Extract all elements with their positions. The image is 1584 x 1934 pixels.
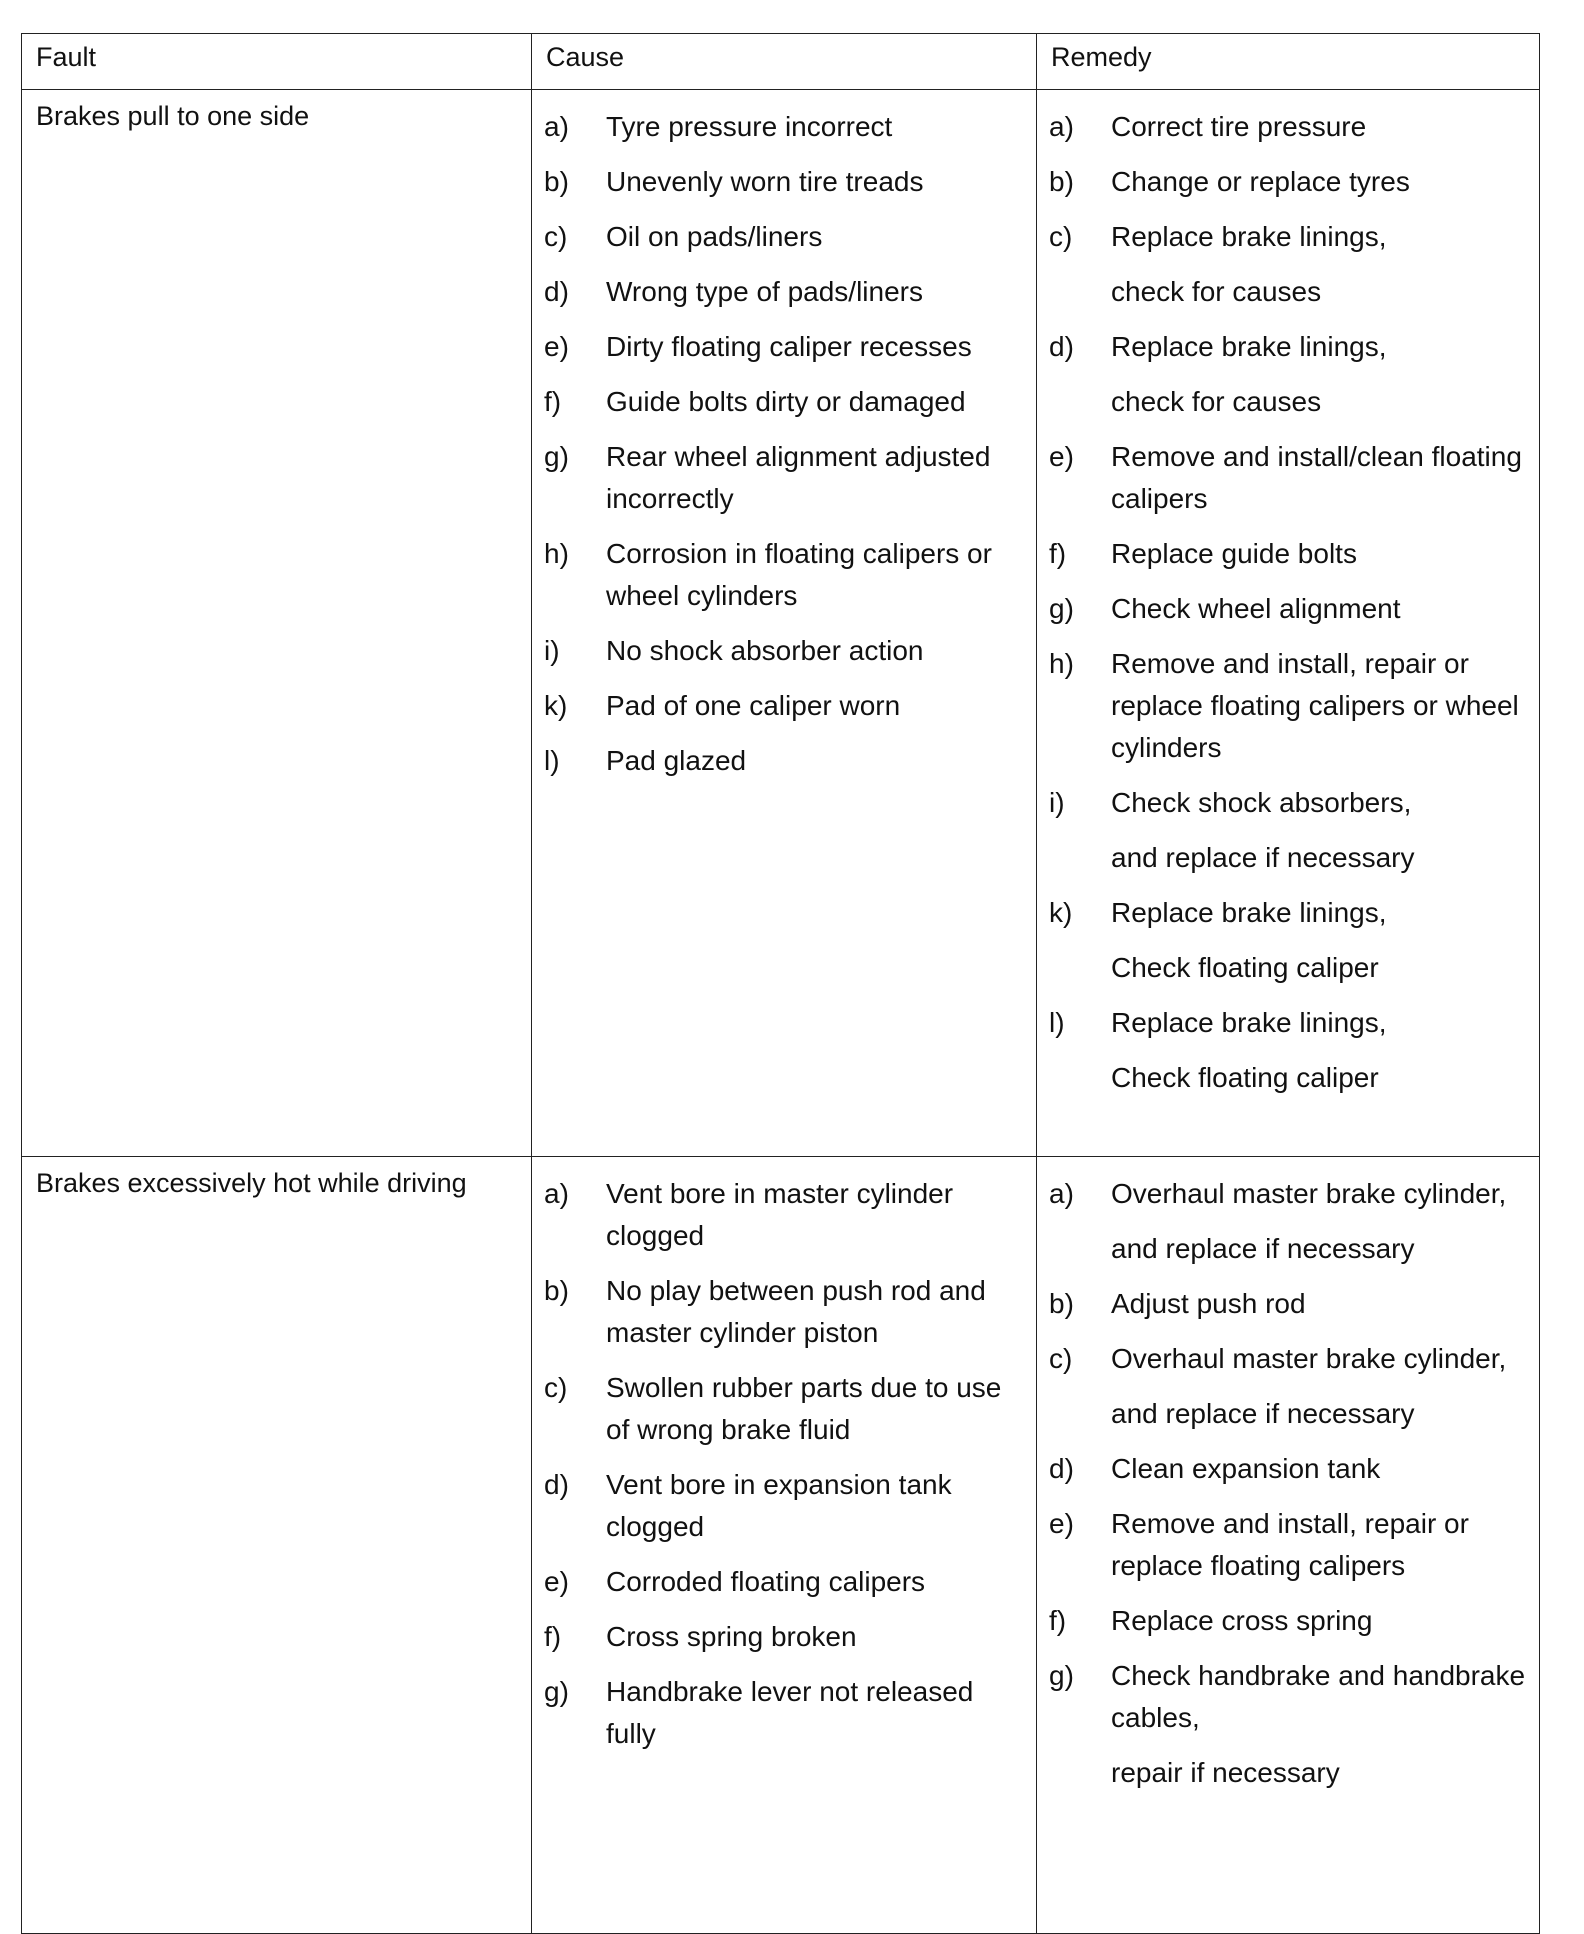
list-item xyxy=(1049,1600,1529,1642)
item-text xyxy=(1111,588,1529,630)
item-marker: f) xyxy=(544,386,562,417)
item-line: Unevenly worn tire treads xyxy=(606,166,924,197)
list-item xyxy=(1049,1002,1529,1099)
table-row xyxy=(22,90,1540,1157)
item-line: Dirty floating caliper recesses xyxy=(606,331,972,362)
item-text xyxy=(606,326,1026,368)
item-text xyxy=(606,533,1026,617)
item-text xyxy=(1111,1448,1529,1490)
cause-cell xyxy=(532,90,1037,1157)
troubleshooting-sheet xyxy=(21,33,1539,1934)
item-text xyxy=(1111,1283,1529,1325)
item-text xyxy=(606,1616,1026,1658)
header-row xyxy=(22,34,1540,90)
item-marker: g) xyxy=(544,441,569,472)
table-row xyxy=(22,1157,1540,1934)
item-line: Oil on pads/liners xyxy=(606,221,823,252)
item-marker: f) xyxy=(1049,538,1067,569)
fault-cell: Brakes pull to one side xyxy=(22,90,532,1157)
item-text xyxy=(1111,533,1529,575)
item-text xyxy=(1111,436,1529,520)
item-text xyxy=(1111,106,1529,148)
remedy-cell xyxy=(1037,1157,1540,1934)
item-marker: e) xyxy=(1049,441,1074,472)
remedy-cell xyxy=(1037,90,1540,1157)
remedy-list xyxy=(1049,1173,1529,1794)
item-line: Cross spring broken xyxy=(606,1621,857,1652)
list-item xyxy=(1049,216,1529,313)
item-line: Replace brake linings, xyxy=(1111,331,1387,362)
item-line: Rear wheel alignment adjusted incorrectly xyxy=(606,441,991,514)
item-marker: k) xyxy=(1049,897,1073,928)
list-item xyxy=(1049,1503,1529,1587)
list-item xyxy=(544,216,1026,258)
item-text xyxy=(1111,643,1529,769)
item-text xyxy=(1111,782,1529,879)
item-marker: d) xyxy=(1049,331,1074,362)
item-text xyxy=(1111,216,1529,313)
item-marker: c) xyxy=(544,221,568,252)
item-line: and replace if necessary xyxy=(1111,1233,1415,1264)
item-line: Change or replace tyres xyxy=(1111,166,1410,197)
item-line: Overhaul master brake cylinder, xyxy=(1111,1343,1507,1374)
item-line: Corrosion in floating calipers or wheel cylinders xyxy=(606,538,992,611)
item-text xyxy=(606,1464,1026,1548)
item-line: Vent bore in expansion tank clogged xyxy=(606,1469,952,1542)
item-marker: d) xyxy=(544,1469,569,1500)
list-item xyxy=(544,630,1026,672)
item-line: Check shock absorbers, xyxy=(1111,787,1412,818)
list-item xyxy=(544,436,1026,520)
list-item xyxy=(544,271,1026,313)
item-marker: a) xyxy=(1049,111,1074,142)
list-item xyxy=(1049,588,1529,630)
item-line: Wrong type of pads/liners xyxy=(606,276,923,307)
list-item xyxy=(544,1173,1026,1257)
item-marker: k) xyxy=(544,690,568,721)
item-text xyxy=(1111,326,1529,423)
list-item xyxy=(544,1464,1026,1548)
list-item xyxy=(1049,106,1529,148)
item-marker: c) xyxy=(1049,221,1073,252)
item-line: Check floating caliper xyxy=(1111,952,1379,983)
item-line: check for causes xyxy=(1111,386,1322,417)
item-text xyxy=(1111,1655,1529,1794)
item-marker: f) xyxy=(544,1621,562,1652)
item-text xyxy=(1111,1173,1529,1270)
item-text xyxy=(1111,1503,1529,1587)
list-item xyxy=(544,685,1026,727)
list-item xyxy=(1049,1655,1529,1794)
item-line: Corroded floating calipers xyxy=(606,1566,926,1597)
list-item xyxy=(544,106,1026,148)
item-marker: e) xyxy=(544,331,569,362)
item-text xyxy=(606,630,1026,672)
header-cause: Cause xyxy=(532,34,1037,90)
item-line: and replace if necessary xyxy=(1111,842,1415,873)
cause-list xyxy=(544,1173,1026,1755)
list-item xyxy=(544,161,1026,203)
item-marker: c) xyxy=(1049,1343,1073,1374)
item-text xyxy=(1111,1002,1529,1099)
item-text xyxy=(606,1367,1026,1451)
item-marker: a) xyxy=(544,111,569,142)
item-line: and replace if necessary xyxy=(1111,1398,1415,1429)
item-line: Adjust push rod xyxy=(1111,1288,1306,1319)
item-line: Remove and install, repair or replace floating calipers xyxy=(1111,1508,1469,1581)
list-item xyxy=(1049,1283,1529,1325)
item-text xyxy=(606,271,1026,313)
item-line: No shock absorber action xyxy=(606,635,924,666)
list-item xyxy=(1049,643,1529,769)
list-item xyxy=(544,381,1026,423)
item-marker: b) xyxy=(1049,166,1074,197)
item-text xyxy=(1111,892,1529,989)
item-line: check for causes xyxy=(1111,276,1322,307)
list-item xyxy=(544,740,1026,782)
item-text xyxy=(606,685,1026,727)
item-line: Remove and install, repair or replace floating calipers or wheel cylinders xyxy=(1111,648,1519,763)
list-item xyxy=(544,1671,1026,1755)
list-item xyxy=(1049,436,1529,520)
item-marker: d) xyxy=(1049,1453,1074,1484)
list-item xyxy=(1049,1338,1529,1435)
item-line: Tyre pressure incorrect xyxy=(606,111,893,142)
item-line: Handbrake lever not released fully xyxy=(606,1676,974,1749)
item-text xyxy=(1111,1338,1529,1435)
item-marker: b) xyxy=(1049,1288,1074,1319)
list-item xyxy=(1049,161,1529,203)
item-text xyxy=(606,740,1026,782)
item-marker: h) xyxy=(1049,648,1074,679)
list-item xyxy=(1049,892,1529,989)
cause-list xyxy=(544,106,1026,782)
item-marker: g) xyxy=(1049,593,1074,624)
item-marker: a) xyxy=(1049,1178,1074,1209)
item-line: Check handbrake and handbrake cables, xyxy=(1111,1660,1526,1733)
fault-cell: Brakes excessively hot while driving xyxy=(22,1157,532,1934)
item-marker: e) xyxy=(544,1566,569,1597)
item-line: Replace brake linings, xyxy=(1111,1007,1387,1038)
item-line: Replace guide bolts xyxy=(1111,538,1357,569)
item-marker: g) xyxy=(1049,1660,1074,1691)
item-line: No play between push rod and master cylinder piston xyxy=(606,1275,986,1348)
item-text xyxy=(606,436,1026,520)
list-item xyxy=(1049,1448,1529,1490)
list-item xyxy=(1049,533,1529,575)
item-marker: f) xyxy=(1049,1605,1067,1636)
cause-cell xyxy=(532,1157,1037,1934)
item-text xyxy=(1111,1600,1529,1642)
item-marker: h) xyxy=(544,538,569,569)
list-item xyxy=(544,326,1026,368)
item-line: Guide bolts dirty or damaged xyxy=(606,386,966,417)
item-text xyxy=(606,1270,1026,1354)
item-marker: d) xyxy=(544,276,569,307)
list-item xyxy=(1049,1173,1529,1270)
item-line: Remove and install/clean floating calipers xyxy=(1111,441,1522,514)
item-marker: b) xyxy=(544,1275,569,1306)
list-item xyxy=(544,1616,1026,1658)
item-text xyxy=(606,161,1026,203)
item-marker: e) xyxy=(1049,1508,1074,1539)
item-text xyxy=(606,1671,1026,1755)
remedy-list xyxy=(1049,106,1529,1099)
item-marker: l) xyxy=(544,745,560,776)
item-text xyxy=(606,1173,1026,1257)
item-marker: c) xyxy=(544,1372,568,1403)
item-line: Clean expansion tank xyxy=(1111,1453,1381,1484)
item-line: Replace cross spring xyxy=(1111,1605,1373,1636)
item-marker: b) xyxy=(544,166,569,197)
item-marker: i) xyxy=(544,635,560,666)
item-marker: i) xyxy=(1049,787,1065,818)
item-line: Vent bore in master cylinder clogged xyxy=(606,1178,954,1251)
fault-table xyxy=(21,33,1540,1934)
item-line: repair if necessary xyxy=(1111,1757,1340,1788)
list-item xyxy=(544,1561,1026,1603)
item-line: Replace brake linings, xyxy=(1111,221,1387,252)
item-text xyxy=(606,216,1026,258)
item-text xyxy=(606,1561,1026,1603)
list-item xyxy=(1049,326,1529,423)
item-line: Correct tire pressure xyxy=(1111,111,1367,142)
list-item xyxy=(1049,782,1529,879)
item-line: Pad of one caliper worn xyxy=(606,690,901,721)
item-text xyxy=(606,106,1026,148)
item-text xyxy=(606,381,1026,423)
item-text xyxy=(1111,161,1529,203)
header-remedy: Remedy xyxy=(1037,34,1540,90)
item-line: Swollen rubber parts due to use of wrong brake fluid xyxy=(606,1372,1002,1445)
header-fault: Fault xyxy=(22,34,532,90)
item-marker: l) xyxy=(1049,1007,1065,1038)
item-marker: a) xyxy=(544,1178,569,1209)
list-item xyxy=(544,533,1026,617)
item-line: Overhaul master brake cylinder, xyxy=(1111,1178,1507,1209)
item-marker: g) xyxy=(544,1676,569,1707)
item-line: Pad glazed xyxy=(606,745,747,776)
list-item xyxy=(544,1367,1026,1451)
item-line: Check floating caliper xyxy=(1111,1062,1379,1093)
item-line: Check wheel alignment xyxy=(1111,593,1401,624)
item-line: Replace brake linings, xyxy=(1111,897,1387,928)
list-item xyxy=(544,1270,1026,1354)
